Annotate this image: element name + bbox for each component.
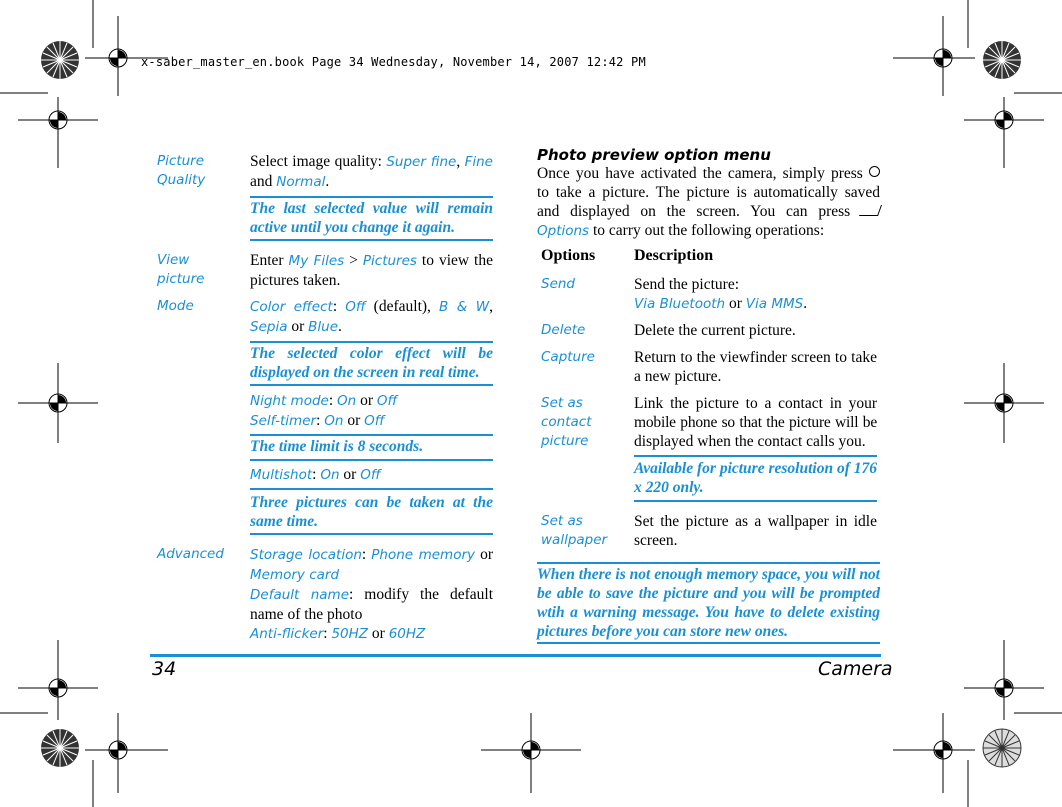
footer-rule xyxy=(150,654,881,657)
option-set-as-contact-picture: Set as contact picture xyxy=(541,395,592,449)
divider xyxy=(250,196,493,198)
book-header-line: x-saber_master_en.book Page 34 Wednesday, November 14, 2007 12:42 PM xyxy=(141,55,646,69)
desc-set-as-contact-picture: Link the picture to a contact in your mobile phone so that the picture will be displayed when the contact calls you. xyxy=(634,395,877,450)
view-picture-text: Enter My Files > Pictures to view the pictures taken. xyxy=(250,252,493,289)
desc-send: Send the picture: Via Bluetooth or Via MMS. xyxy=(634,276,808,312)
ok-key-icon xyxy=(869,166,880,177)
page-number: 34 xyxy=(152,658,177,680)
divider xyxy=(250,488,493,490)
note-memory-space: When there is not enough memory space, you will not be able to save the picture and you will be prompted wtih a warning message. You have to delete existing pictures before you can store new ones. xyxy=(537,566,880,640)
option-send: Send xyxy=(541,276,576,292)
divider xyxy=(250,384,493,386)
divider xyxy=(250,434,493,436)
divider xyxy=(250,533,493,535)
divider xyxy=(634,455,877,457)
star-target-tr xyxy=(983,41,1021,79)
softkey-icon xyxy=(859,205,882,216)
registration-mark-tr xyxy=(893,16,975,96)
desc-capture: Return to the viewfinder screen to take a new picture. xyxy=(634,349,877,385)
desc-delete: Delete the current picture. xyxy=(634,322,796,339)
advanced-text: Storage location: Phone memory or Memory card Default name: modify the default name of the photo Anti-flicker: 50HZ or 60HZ xyxy=(250,546,493,642)
option-set-as-wallpaper: Set as wallpaper xyxy=(541,513,608,548)
desc-set-as-wallpaper: Set the picture as a wallpaper in idle screen. xyxy=(634,513,877,549)
mode-night-timer: Night mode: On or Off Self-timer: On or Off xyxy=(250,392,398,429)
divider xyxy=(250,459,493,461)
note-resolution: Available for picture resolution of 176 x 220 only. xyxy=(634,460,877,496)
option-delete: Delete xyxy=(541,322,586,338)
mode-multishot: Multishot: On or Off xyxy=(250,466,381,483)
table-header-options: Options xyxy=(541,247,596,264)
note-last-value: The last selected value will remain active until you change it again. xyxy=(250,200,493,236)
option-capture: Capture xyxy=(541,349,595,365)
label-advanced: Advanced xyxy=(157,546,224,562)
divider xyxy=(250,239,493,241)
section-heading: Photo preview option menu xyxy=(537,146,771,164)
divider xyxy=(250,341,493,343)
picture-quality-text: Select image quality: Super fine, Fine and Normal. xyxy=(250,153,493,190)
label-mode: Mode xyxy=(157,298,194,314)
star-target-bl xyxy=(41,729,79,767)
note-three-pictures: Three pictures can be taken at the same time. xyxy=(250,494,493,530)
mode-color-effect: Color effect: Off (default), B & W, Sepia or Blue. xyxy=(250,298,494,335)
divider xyxy=(537,642,880,644)
label-picture-quality: Picture Quality xyxy=(157,153,206,188)
star-target-br xyxy=(983,729,1021,767)
star-target-tl xyxy=(41,41,79,79)
section-name: Camera xyxy=(818,658,893,680)
note-real-time: The selected color effect will be displayed on the screen in real time. xyxy=(250,345,493,381)
label-view-picture: View picture xyxy=(157,252,205,287)
intro-paragraph: Once you have activated the camera, simply press to take a picture. The picture is automatically saved and displayed on the screen. You can press Options to carry out the following operations: xyxy=(537,164,880,241)
divider xyxy=(537,562,880,564)
table-header-description: Description xyxy=(634,247,714,264)
divider xyxy=(634,500,877,502)
note-time-limit: The time limit is 8 seconds. xyxy=(250,438,424,455)
